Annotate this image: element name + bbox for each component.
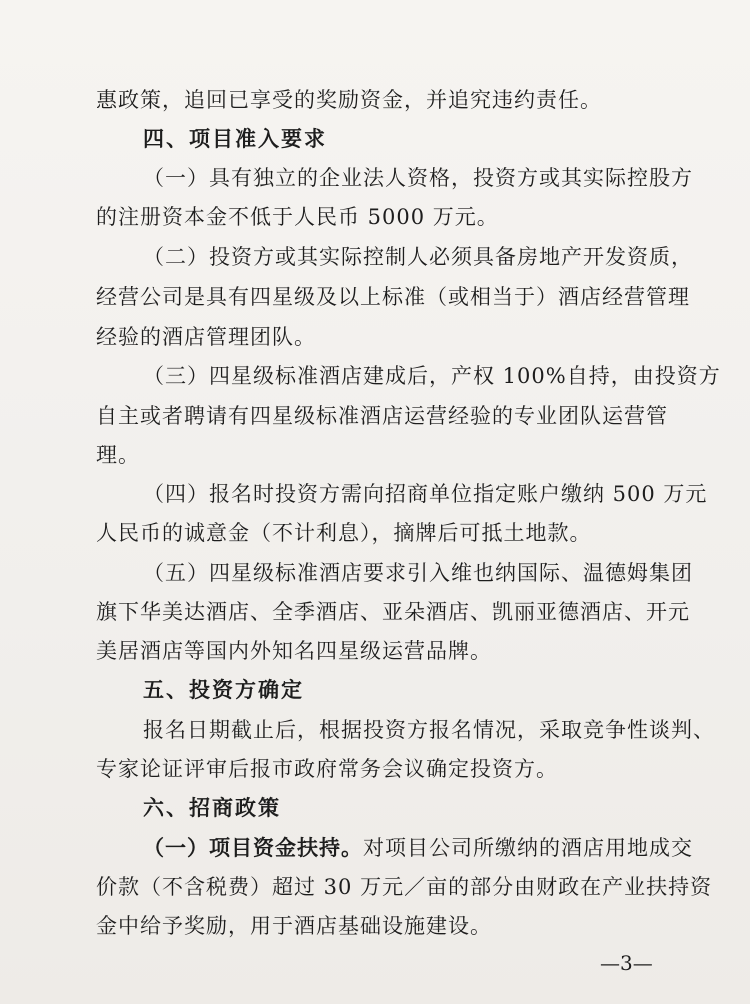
page-number: —3—	[600, 951, 653, 975]
section-heading: 六、招商政策	[143, 796, 281, 820]
section-heading: 四、项目准入要求	[143, 127, 327, 151]
paragraph-line: 惠政策，追回已享受的奖励资金，并追究违约责任。	[96, 88, 602, 112]
paragraph-line: 旗下华美达酒店、全季酒店、亚朵酒店、凯丽亚德酒店、开元	[96, 600, 690, 624]
paragraph-line: 经验的酒店管理团队。	[96, 325, 316, 349]
paragraph-line: 人民币的诚意金（不计利息），摘牌后可抵土地款。	[96, 521, 592, 545]
paragraph-line: 经营公司是具有四星级及以上标准（或相当于）酒店经营管理	[96, 285, 690, 309]
paragraph-line: （四）报名时投资方需向招商单位指定账户缴纳 500 万元	[143, 482, 708, 506]
paragraph-line: 报名日期截止后，根据投资方报名情况，采取竞争性谈判、	[143, 718, 715, 742]
paragraph-line: 自主或者聘请有四星级标准酒店运营经验的专业团队运营管	[96, 404, 668, 428]
paragraph-line: 价款（不含税费）超过 30 万元／亩的部分由财政在产业扶持资	[96, 875, 713, 899]
section-heading: 五、投资方确定	[143, 678, 304, 702]
paragraph-line: 专家论证评审后报市政府常务会议确定投资方。	[96, 757, 558, 781]
paragraph-text: 对项目公司所缴纳的酒店用地成交	[363, 836, 693, 860]
paragraph-line: （三）四星级标准酒店建成后，产权 100%自持，由投资方	[143, 364, 721, 388]
paragraph-line: 理。	[96, 443, 140, 467]
paragraph-line: （二）投资方或其实际控制人必须具备房地产开发资质，	[143, 245, 693, 269]
bold-label: （一）项目资金扶持。	[143, 835, 363, 860]
paragraph-line: （五）四星级标准酒店要求引入维也纳国际、温德姆集团	[143, 561, 693, 585]
paragraph-line: 的注册资本金不低于人民币 5000 万元。	[96, 205, 499, 229]
paragraph-line: 金中给予奖励，用于酒店基础设施建设。	[96, 914, 492, 938]
paragraph-line: （一）具有独立的企业法人资格，投资方或其实际控股方	[143, 166, 693, 190]
paragraph-line	[143, 834, 693, 862]
paragraph-line: 美居酒店等国内外知名四星级运营品牌。	[96, 639, 492, 663]
